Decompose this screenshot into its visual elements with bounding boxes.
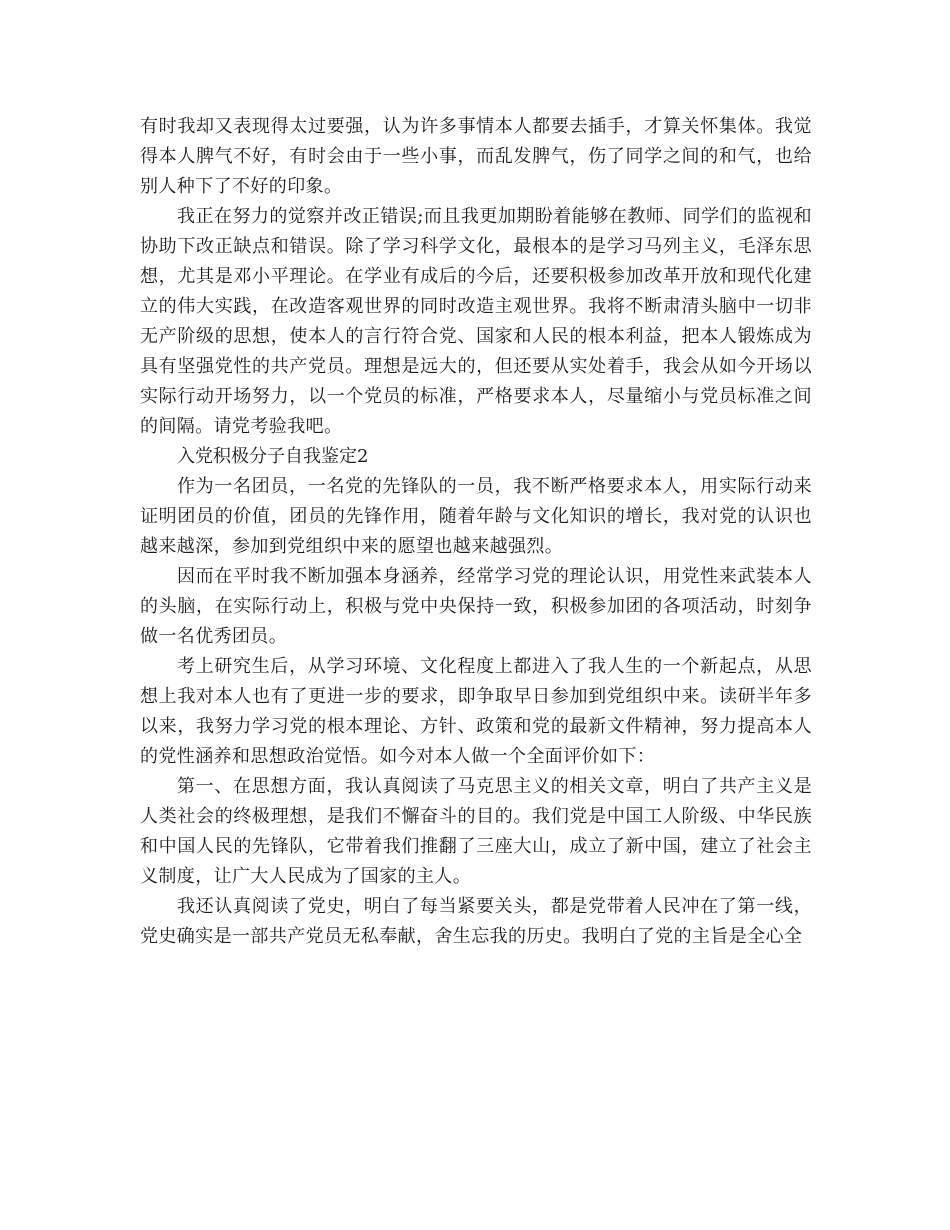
paragraph-1: 有时我却又表现得太过要强，认为许多事情本人都要去插手，才算关怀集体。我觉得本人脾气不好，有时会由于一些小事，而乱发脾气，伤了同学之间的和气，也给别人种下了不好的印象。: [140, 116, 812, 197]
paragraph-5: 考上研究生后，从学习环境、文化程度上都进入了我人生的一个新起点，从思想上我对本人也有了更进一步的要求，即争取早日参加到党组织中来。读研半年多以来，我努力学习党的根本理论、方针、政策和党的最新文件精神，努力提高本人的党性涵养和思想政治觉悟。如今对本人做一个全面评价如下：: [140, 656, 812, 767]
paragraph-4: 因而在平时我不断加强本身涵养，经常学习党的理论认识，用党性来武装本人的头脑，在实际行动上，积极与党中央保持一致，积极参加团的各项活动，时刻争做一名优秀团员。: [140, 566, 812, 647]
paragraph-7: 我还认真阅读了党史，明白了每当紧要关头，都是党带着人民冲在了第一线，党史确实是一部共产党员无私奉献，舍生忘我的历史。我明白了党的主旨是全心全: [140, 896, 812, 947]
paragraph-6: 第一、在思想方面，我认真阅读了马克思主义的相关文章，明白了共产主义是人类社会的终极理想，是我们不懈奋斗的目的。我们党是中国工人阶级、中华民族和中国人民的先锋队，它带着我们推翻了三座大山，成立了新中国，建立了社会主义制度，让广大人民成为了国家的主人。: [140, 776, 812, 887]
section-heading: 入党积极分子自我鉴定2: [177, 446, 369, 467]
paragraph-2: 我正在努力的觉察并改正错误;而且我更加期盼着能够在教师、同学们的监视和协助下改正缺点和错误。除了学习科学文化，最根本的是学习马列主义，毛泽东思想，尤其是邓小平理论。在学业有成后的今后，还要积极参加改革开放和现代化建立的伟大实践，在改造客观世界的同时改造主观世界。我将不断肃清头脑中一切非无产阶级的思想，使本人的言行符合党、国家和人民的根本利益，把本人锻炼成为具有坚强党性的共产党员。理想是远大的，但还要从实处着手，我会从如今开场以实际行动开场努力，以一个党员的标准，严格要求本人，尽量缩小与党员标准之间的间隔。请党考验我吧。: [140, 206, 812, 437]
paragraph-3: 作为一名团员，一名党的先锋队的一员，我不断严格要求本人，用实际行动来证明团员的价值，团员的先锋作用，随着年龄与文化知识的增长，我对党的认识也越来越深，参加到党组织中来的愿望也越来越强烈。: [140, 476, 812, 557]
document-body: [140, 112, 812, 952]
